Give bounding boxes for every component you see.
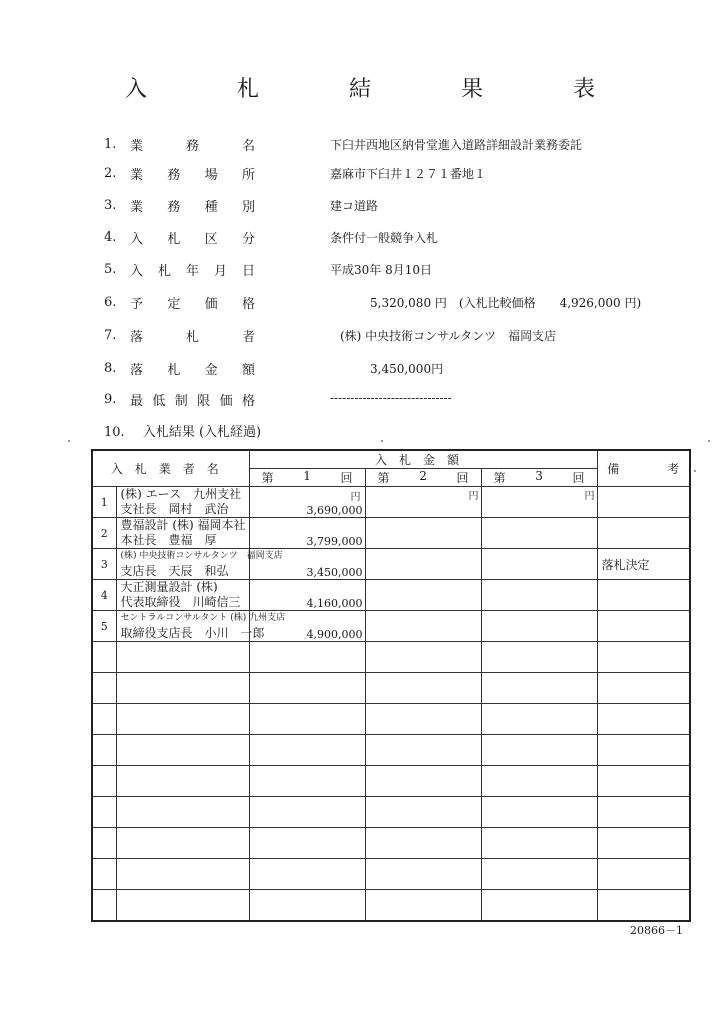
empty-cell <box>116 642 249 673</box>
item-10-label: 入札結果 (入札経過) <box>142 425 262 440</box>
item-label-char: 札 <box>167 362 181 378</box>
bidder-line-2: 支店長 天辰 和弘 <box>120 564 229 578</box>
table-body <box>92 487 690 921</box>
item-label-char: 入 <box>130 231 144 247</box>
empty-cell <box>116 735 249 766</box>
item-label-char: 格 <box>241 296 255 312</box>
round-1-amount <box>249 487 365 518</box>
item-label-char: 札 <box>167 231 181 247</box>
item-label-char: 価 <box>204 296 218 312</box>
round-header-part: 回 <box>456 471 469 485</box>
round-header <box>365 469 481 487</box>
empty-cell <box>597 704 690 735</box>
document-title: 入 札 結 果 表 <box>124 77 629 102</box>
empty-cell <box>249 704 365 735</box>
remarks-cell <box>597 611 690 642</box>
item-label-char: 名 <box>241 138 255 154</box>
item-label-char: 場 <box>204 167 218 183</box>
item-label-char: 格 <box>241 393 255 409</box>
item-label-char: 金 <box>204 362 218 378</box>
item-label-char: 業 <box>130 199 144 215</box>
empty-cell <box>365 642 481 673</box>
header-amount: 入札金額 <box>249 450 597 469</box>
round-3-amount <box>481 549 597 580</box>
bid-results-table <box>91 449 691 922</box>
bidder-line-1: セントラルコンサルタント (株) 九州支店 <box>120 613 286 623</box>
bidder-name <box>116 611 286 642</box>
item-10-number: 10. <box>104 425 125 440</box>
item-label <box>130 196 255 215</box>
round-header-part: 回 <box>340 471 353 485</box>
item-label-char: 最 <box>130 393 144 409</box>
item-label-char: 落 <box>130 362 144 378</box>
table-row <box>92 580 690 611</box>
scan-speck <box>381 440 383 442</box>
empty-cell <box>365 704 481 735</box>
item-number: 3. <box>104 197 117 213</box>
round-header <box>249 469 365 487</box>
item-label <box>130 390 255 409</box>
item-number: 9. <box>104 391 117 407</box>
bidder-line-1: (株) 中央技術コンサルタンツ 福岡支店 <box>120 551 283 561</box>
empty-cell <box>365 735 481 766</box>
item-value: 3,450,000円 <box>370 362 444 376</box>
item-label-char: 低 <box>152 393 166 409</box>
round-header-part: 第 <box>261 471 274 485</box>
amount-value: 4,160,000 <box>306 597 363 610</box>
item-value: 条件付一般競争入札 <box>330 231 439 245</box>
empty-cell <box>92 890 116 921</box>
empty-cell <box>249 642 365 673</box>
empty-cell <box>365 673 481 704</box>
item-label <box>130 135 255 154</box>
round-header <box>481 469 597 487</box>
amount-value: 4,900,000 <box>306 628 363 641</box>
info-item <box>104 359 255 377</box>
empty-cell <box>597 797 690 828</box>
item-label-char: 月 <box>213 263 227 279</box>
item-label <box>130 260 255 279</box>
item-label-char: 札 <box>185 329 199 345</box>
item-label <box>130 164 255 183</box>
empty-cell <box>481 704 597 735</box>
info-item <box>104 196 255 214</box>
empty-cell <box>249 828 365 859</box>
item-label <box>130 228 255 247</box>
remarks-cell: 落札決定 <box>597 549 690 580</box>
round-header-part: 回 <box>572 471 585 485</box>
empty-cell <box>116 704 249 735</box>
item-label-char: 限 <box>197 393 211 409</box>
empty-row <box>92 797 690 828</box>
item-number: 5. <box>104 261 117 277</box>
item-value: 5,320,080 円 (入札比較価格 4,926,000 円) <box>370 296 642 310</box>
round-2-amount <box>365 611 481 642</box>
item-number: 4. <box>104 229 117 245</box>
scan-speck <box>694 470 696 472</box>
item-label-char: 入 <box>130 263 144 279</box>
empty-row <box>92 735 690 766</box>
empty-cell <box>365 797 481 828</box>
round-header-part: 第 <box>377 471 390 485</box>
empty-cell <box>92 704 116 735</box>
item-value: 平成30年 8月10日 <box>330 263 432 277</box>
row-number: 3 <box>92 549 116 580</box>
item-label-char: 業 <box>130 167 144 183</box>
round-3-amount <box>481 518 597 549</box>
round-header-part: 1 <box>303 469 311 483</box>
table-row <box>92 611 690 642</box>
item-label-char: 務 <box>167 167 181 183</box>
info-item <box>104 326 255 344</box>
item-number: 1. <box>104 136 117 152</box>
item-label-char: 年 <box>185 263 199 279</box>
empty-cell <box>249 859 365 890</box>
item-value: 建コ道路 <box>330 199 379 213</box>
round-1-amount <box>249 518 365 549</box>
empty-cell <box>597 859 690 890</box>
item-label <box>130 359 255 378</box>
item-label-char: 額 <box>241 362 255 378</box>
info-item <box>104 228 255 246</box>
empty-cell <box>365 828 481 859</box>
round-3-amount: 円 <box>481 487 597 518</box>
empty-cell <box>92 642 116 673</box>
info-item <box>104 135 255 153</box>
empty-cell <box>481 828 597 859</box>
scan-speck <box>708 440 710 442</box>
empty-cell <box>597 890 690 921</box>
item-label-char: 日 <box>241 263 255 279</box>
item-label-char: 所 <box>241 167 255 183</box>
row-number: 2 <box>92 518 116 549</box>
bidder-name <box>116 518 249 549</box>
item-label-char: 務 <box>167 199 181 215</box>
table-row <box>92 549 690 580</box>
item-label-char: 予 <box>130 296 144 312</box>
empty-cell <box>365 890 481 921</box>
item-label-char: 分 <box>241 231 255 247</box>
empty-cell <box>597 642 690 673</box>
bidder-name <box>116 580 249 611</box>
empty-cell <box>481 859 597 890</box>
amount-value: 3,450,000 <box>306 566 363 579</box>
empty-cell <box>92 797 116 828</box>
empty-cell <box>481 673 597 704</box>
empty-cell <box>481 735 597 766</box>
item-label <box>130 326 255 345</box>
item-value: ------------------------------ <box>330 391 452 405</box>
item-number: 2. <box>104 165 117 181</box>
bidder-line-1: 大正測量設計 (株) <box>120 580 218 594</box>
empty-cell <box>116 828 249 859</box>
item-label-char: 制 <box>174 393 188 409</box>
empty-cell <box>92 828 116 859</box>
empty-row <box>92 859 690 890</box>
empty-cell <box>597 828 690 859</box>
row-number: 5 <box>92 611 116 642</box>
item-number: 6. <box>104 294 117 310</box>
round-3-amount <box>481 580 597 611</box>
item-number: 8. <box>104 360 117 376</box>
row-number: 4 <box>92 580 116 611</box>
bidder-line-2: 代表取締役 川崎信三 <box>120 595 241 609</box>
empty-cell <box>92 673 116 704</box>
round-2-amount <box>365 549 481 580</box>
header-bidder: 入札業者名 <box>92 450 249 487</box>
remarks-cell <box>597 580 690 611</box>
empty-cell <box>92 859 116 890</box>
bidder-line-2: 本社長 豊福 厚 <box>120 533 217 547</box>
empty-cell <box>249 766 365 797</box>
empty-cell <box>481 766 597 797</box>
round-2-amount: 円 <box>365 487 481 518</box>
empty-cell <box>116 766 249 797</box>
empty-cell <box>249 673 365 704</box>
item-label-char: 札 <box>157 263 171 279</box>
scan-speck <box>68 440 70 442</box>
empty-row <box>92 890 690 921</box>
remarks-cell <box>597 518 690 549</box>
table-row <box>92 487 690 518</box>
bidder-name <box>116 487 249 518</box>
header-remarks: 備 考 <box>597 450 690 487</box>
item-label-char: 別 <box>241 199 255 215</box>
empty-cell <box>116 673 249 704</box>
empty-cell <box>481 890 597 921</box>
item-value: 嘉麻市下臼井１２７１番地１ <box>330 167 487 181</box>
empty-cell <box>249 797 365 828</box>
item-label-char: 業 <box>130 138 144 154</box>
amount-value: 3,799,000 <box>306 535 363 548</box>
empty-cell <box>365 859 481 890</box>
bidder-line-1: 豊福設計 (株) 福岡本社 <box>120 518 246 532</box>
round-2-amount <box>365 518 481 549</box>
bidder-name <box>116 549 283 580</box>
item-label <box>130 293 255 312</box>
item-number: 7. <box>104 327 117 343</box>
round-2-amount <box>365 580 481 611</box>
info-item <box>104 164 255 182</box>
info-item <box>104 390 255 408</box>
empty-cell <box>597 735 690 766</box>
round-header-part: 第 <box>493 471 506 485</box>
item-label-char: 務 <box>185 138 199 154</box>
round-3-amount <box>481 611 597 642</box>
item-value: 下臼井西地区納骨堂進入道路詳細設計業務委託 <box>330 138 583 152</box>
empty-cell <box>481 642 597 673</box>
bidder-line-2: 取締役支店長 小川 一郎 <box>120 626 265 640</box>
item-label-char: 落 <box>130 329 144 345</box>
table-row <box>92 518 690 549</box>
empty-cell <box>249 735 365 766</box>
empty-cell <box>116 890 249 921</box>
item-label-char: 種 <box>204 199 218 215</box>
item-label-char: 区 <box>204 231 218 247</box>
amount-value: 3,690,000 <box>306 504 363 517</box>
item-10 <box>104 421 261 440</box>
row-number: 1 <box>92 487 116 518</box>
empty-cell <box>597 673 690 704</box>
document-number: 20866－1 <box>630 924 683 937</box>
info-item <box>104 293 255 311</box>
empty-row <box>92 704 690 735</box>
empty-cell <box>597 766 690 797</box>
item-label-char: 定 <box>167 296 181 312</box>
empty-cell <box>92 766 116 797</box>
empty-row <box>92 766 690 797</box>
yen-unit: 円 <box>350 492 361 503</box>
empty-row <box>92 828 690 859</box>
info-item <box>104 260 255 278</box>
empty-row <box>92 642 690 673</box>
empty-cell <box>249 890 365 921</box>
empty-cell <box>481 797 597 828</box>
round-1-amount <box>249 580 365 611</box>
round-header-part: 3 <box>535 469 543 483</box>
empty-row <box>92 673 690 704</box>
bidder-line-2: 支社長 岡村 武治 <box>120 502 229 516</box>
item-label-char: 者 <box>241 329 255 345</box>
bidder-line-1: (株) エース 九州支社 <box>120 487 242 501</box>
empty-cell <box>365 766 481 797</box>
empty-cell <box>116 859 249 890</box>
item-value: (株) 中央技術コンサルタンツ 福岡支店 <box>340 329 557 343</box>
remarks-cell <box>597 487 690 518</box>
item-label-char: 価 <box>219 393 233 409</box>
empty-cell <box>92 735 116 766</box>
round-header-part: 2 <box>419 469 427 483</box>
empty-cell <box>116 797 249 828</box>
